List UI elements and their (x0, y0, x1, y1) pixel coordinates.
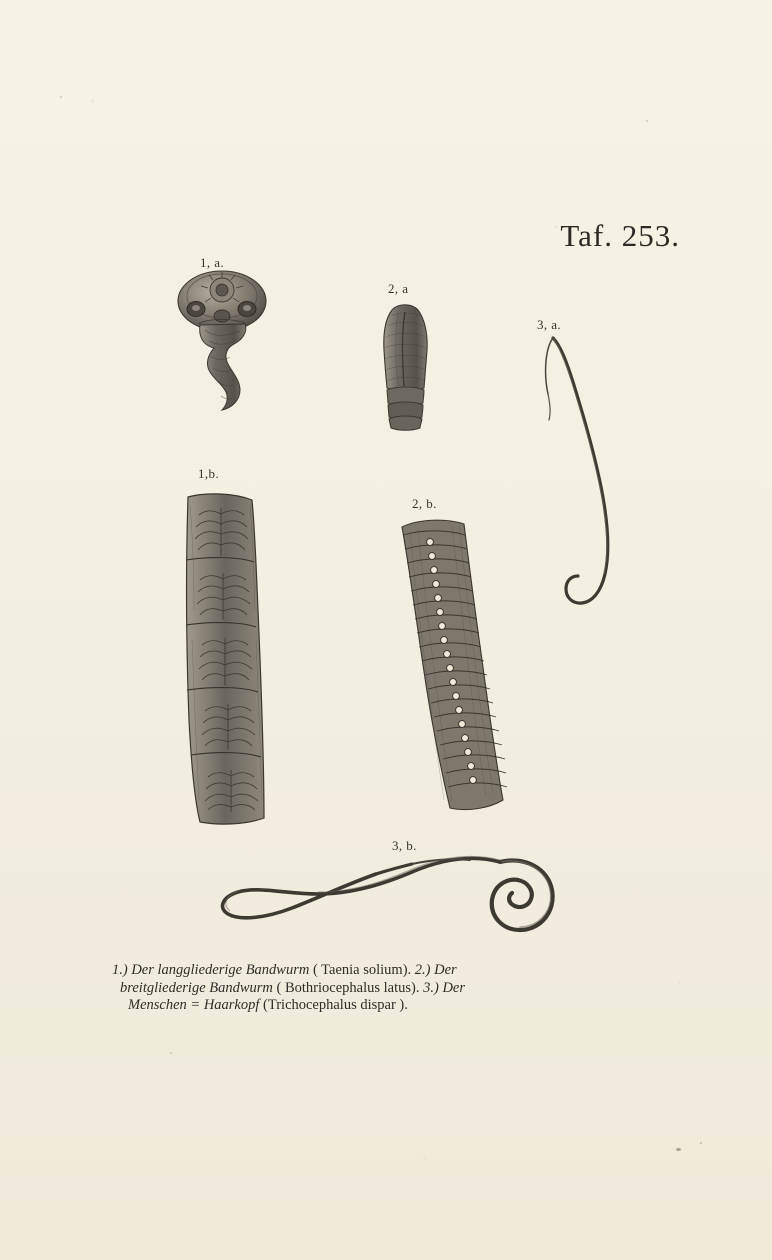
figure-3b-drawing (223, 856, 553, 930)
figure-1b-drawing (186, 494, 264, 824)
figure-label-2b: 2, b. (412, 496, 437, 511)
figure-label-1b: 1,b. (198, 466, 220, 481)
figure-2b-drawing (402, 520, 507, 809)
caption-line-1-part-3: 2.) Der (414, 962, 457, 978)
caption-line-2-part-3: 3.) Der (423, 979, 466, 996)
figure-label-3a: 3, a. (537, 317, 562, 332)
caption-line-2-part-1: breitgliederige Bandwurm (120, 979, 273, 996)
figure-1a-drawing (178, 271, 266, 410)
figure-label-2a: 2, a (388, 281, 409, 296)
caption-line-3-part-2: (Trichocephalus dispar ). (263, 997, 408, 1014)
caption-line-2 (112, 980, 672, 998)
caption-line-1-part-2: ( Taenia solium). (312, 962, 412, 978)
figure-3a-drawing (546, 338, 608, 603)
caption-line-1 (112, 962, 672, 980)
caption-line-1-part-1: 1.) Der langgliederige Bandwurm (112, 962, 310, 978)
figure-label-1a: 1, a. (200, 255, 225, 270)
figure-label-3b: 3, b. (392, 838, 417, 853)
figure-2a-drawing (384, 305, 427, 431)
plate-caption (112, 962, 672, 1015)
caption-line-3-part-1: Menschen = Haarkopf (128, 997, 260, 1014)
plate-number: Taf. 253. (560, 218, 680, 253)
caption-line-2-part-2: ( Bothriocephalus latus). (276, 979, 420, 996)
caption-line-3 (112, 997, 672, 1015)
